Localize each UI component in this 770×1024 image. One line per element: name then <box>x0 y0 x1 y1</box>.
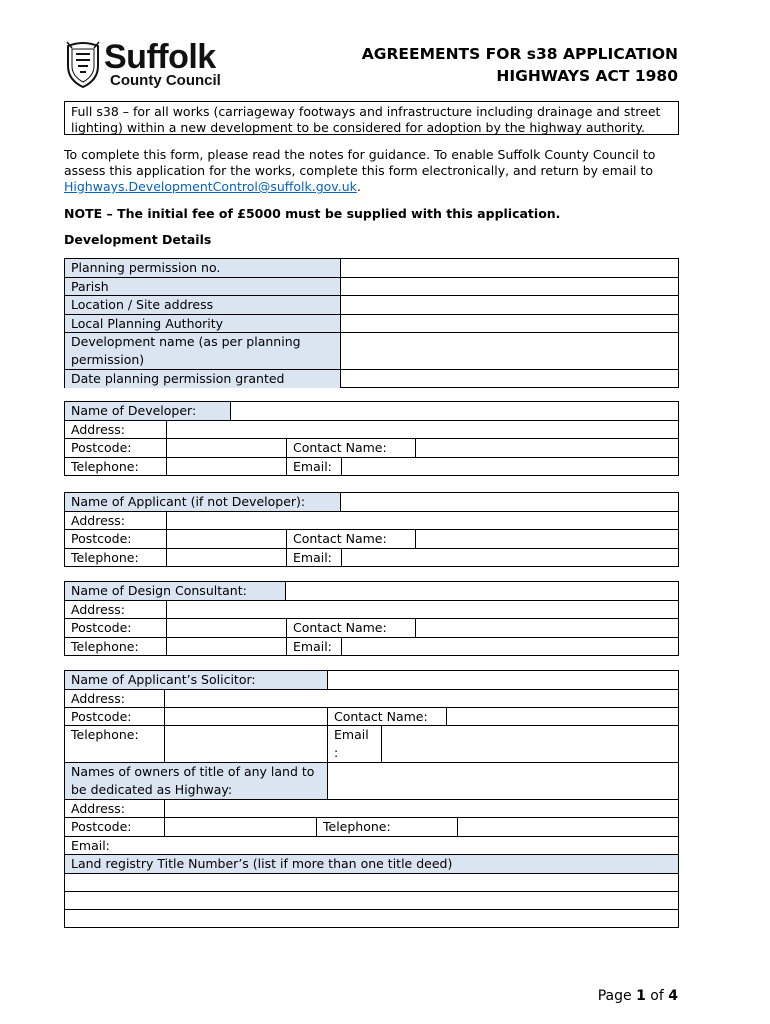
owners-address-input[interactable] <box>164 800 678 817</box>
solicitor-email-label-b: : <box>334 745 339 760</box>
applicant-postcode-input[interactable] <box>166 530 286 548</box>
page-word: Page <box>597 988 632 1004</box>
planning-no-label: Planning permission no. <box>65 259 340 277</box>
owners-postcode-input[interactable] <box>164 818 316 836</box>
applicant-email-label: Email: <box>286 549 341 567</box>
applicant-table <box>64 492 679 567</box>
solicitor-name-label: Name of Applicant’s Solicitor: <box>65 671 327 689</box>
consultant-postcode-label: Postcode: <box>71 620 132 635</box>
solicitor-email-input[interactable] <box>381 726 678 762</box>
owners-address-label: Address: <box>71 801 125 816</box>
developer-postcode-label: Postcode: <box>71 440 132 455</box>
applicant-address-label: Address: <box>71 513 125 528</box>
consultant-contact-label: Contact Name: <box>286 619 415 637</box>
owners-input[interactable] <box>327 763 678 799</box>
solicitor-address-label: Address: <box>71 691 125 706</box>
land-registry-label: Land registry Title Number’s (list if more than one title deed) <box>65 855 678 873</box>
solicitor-postcode-label: Postcode: <box>71 709 132 724</box>
developer-telephone-input[interactable] <box>166 458 286 476</box>
consultant-email-label: Email: <box>286 638 341 656</box>
applicant-contact-input[interactable] <box>415 530 678 548</box>
owners-label: Names of owners of title of any land to be dedicated as Highway: <box>65 763 327 799</box>
of-word: of <box>650 988 664 1004</box>
solicitor-telephone-input[interactable] <box>164 726 327 762</box>
solicitor-name-input[interactable] <box>327 671 678 689</box>
consultant-name-label: Name of Design Consultant: <box>65 582 285 600</box>
applicant-postcode-label: Postcode: <box>71 531 132 546</box>
developer-address-input[interactable] <box>166 421 678 438</box>
logo-name: Suffolk <box>104 38 216 76</box>
consultant-address-label: Address: <box>71 602 125 617</box>
developer-email-label: Email: <box>286 458 341 476</box>
solicitor-table <box>64 670 679 928</box>
date-granted-label: Date planning permission granted <box>65 370 340 388</box>
developer-table <box>64 401 679 476</box>
dev-name-input[interactable] <box>340 333 678 369</box>
lpa-input[interactable] <box>340 315 678 332</box>
solicitor-postcode-input[interactable] <box>164 708 327 725</box>
fee-note: NOTE – The initial fee of £5000 must be supplied with this application. <box>64 206 561 221</box>
owners-telephone-input[interactable] <box>457 818 678 836</box>
consultant-email-input[interactable] <box>341 638 678 656</box>
consultant-table <box>64 581 679 656</box>
applicant-telephone-input[interactable] <box>166 549 286 567</box>
land-registry-line-1[interactable] <box>65 874 678 891</box>
consultant-postcode-input[interactable] <box>166 619 286 637</box>
solicitor-contact-label: Contact Name: <box>327 708 446 725</box>
owners-email-label[interactable]: Email: <box>71 838 110 853</box>
land-registry-line-2[interactable] <box>65 892 678 909</box>
logo <box>64 40 234 92</box>
solicitor-telephone-label: Telephone: <box>71 727 139 742</box>
lpa-label: Local Planning Authority <box>65 315 340 332</box>
suffolk-crest-icon <box>64 40 102 88</box>
consultant-name-input[interactable] <box>285 582 678 600</box>
consultant-address-input[interactable] <box>166 601 678 618</box>
consultant-contact-input[interactable] <box>415 619 678 637</box>
current-page: 1 <box>636 988 646 1004</box>
total-pages: 4 <box>668 988 678 1004</box>
instructions <box>64 147 679 195</box>
solicitor-contact-input[interactable] <box>446 708 678 725</box>
solicitor-email-label <box>327 726 381 762</box>
development-heading: Development Details <box>64 232 212 247</box>
parish-label: Parish <box>65 278 340 295</box>
developer-name-input[interactable] <box>230 402 678 420</box>
applicant-address-input[interactable] <box>166 512 678 529</box>
developer-contact-input[interactable] <box>415 439 678 457</box>
planning-no-input[interactable] <box>340 259 678 277</box>
date-granted-input[interactable] <box>340 370 678 388</box>
consultant-telephone-input[interactable] <box>166 638 286 656</box>
land-registry-line-3[interactable] <box>65 910 678 928</box>
instructions-end: . <box>356 179 361 194</box>
logo-subtitle: County Council <box>110 72 221 89</box>
developer-telephone-label: Telephone: <box>71 459 139 474</box>
developer-contact-label: Contact Name: <box>286 439 415 457</box>
location-input[interactable] <box>340 296 678 314</box>
development-table <box>64 258 679 388</box>
location-label: Location / Site address <box>65 296 340 314</box>
title-line-1: AGREEMENTS FOR s38 APPLICATION <box>361 45 678 63</box>
applicant-name-label: Name of Applicant (if not Developer): <box>65 493 340 511</box>
consultant-telephone-label: Telephone: <box>71 639 139 654</box>
developer-address-label: Address: <box>71 422 125 437</box>
page-number <box>598 988 678 1004</box>
applicant-email-input[interactable] <box>341 549 678 567</box>
parish-input[interactable] <box>340 278 678 295</box>
title-line-2: HIGHWAYS ACT 1980 <box>496 67 678 85</box>
solicitor-address-input[interactable] <box>164 690 678 707</box>
dev-name-label: Development name (as per planning permission) <box>65 333 340 369</box>
email-link[interactable]: Highways.DevelopmentControl@suffolk.gov.uk <box>64 179 357 194</box>
page-title <box>362 43 678 87</box>
developer-name-label: Name of Developer: <box>65 402 230 420</box>
developer-email-input[interactable] <box>341 458 678 476</box>
applicant-name-input[interactable] <box>340 493 678 511</box>
applicant-telephone-label: Telephone: <box>71 550 139 565</box>
solicitor-email-label-a: Email <box>334 727 369 742</box>
developer-postcode-input[interactable] <box>166 439 286 457</box>
applicant-contact-label: Contact Name: <box>286 530 415 548</box>
owners-postcode-label: Postcode: <box>71 819 132 834</box>
intro-box: Full s38 – for all works (carriageway footways and infrastructure including drainage and street lighting) within a new development to be considered for adoption by the highway authority. <box>64 101 679 135</box>
owners-telephone-label: Telephone: <box>316 818 457 836</box>
instructions-text: To complete this form, please read the notes for guidance. To enable Suffolk County Council to assess this application for the works, complete this form electronically, and return by email to <box>64 147 656 178</box>
